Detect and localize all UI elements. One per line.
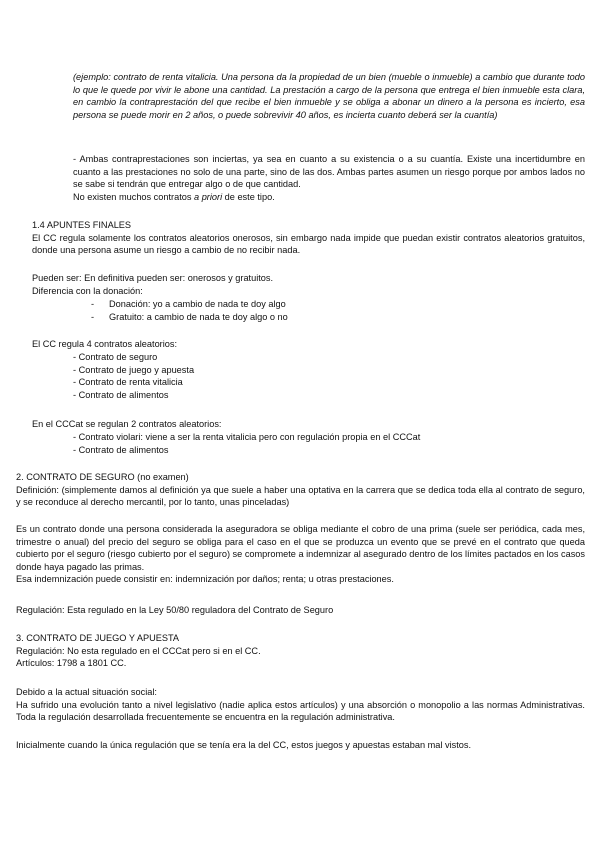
- list-item-text: Gratuito: a cambio de nada te doy algo o no: [109, 311, 288, 322]
- pueden-line: Pueden ser: En definitiva pueden ser: onerosos y gratuitos.: [32, 273, 274, 283]
- cc-list: [73, 351, 573, 401]
- donacion-list: [91, 298, 571, 323]
- list-item: [91, 311, 571, 324]
- es-un-block: [16, 523, 585, 586]
- cccat-list: [73, 431, 585, 456]
- ha-sufrido-paragraph: Ha sufrido una evolución tanto a nivel legislativo (nadie aplica estos artículos) y una absorción o monopolio a las normas Administrativas. Toda la regulación desarrollada frecuentemente se encuentra en la regulación administrativa.: [16, 699, 585, 723]
- ambas-text: - Ambas contraprestaciones son inciertas, ya sea en cuanto a su existencia o a su cuantía. Existe una incertidumbre en cuanto a las prestaciones no solo de una parte, sino de las dos. Ambas partes asumen un riesgo porque por ambos lados no se sabe si tendrán que entregar algo o de que cantidad.: [73, 154, 585, 190]
- list-item-text: Donación: yo a cambio de nada te doy algo: [109, 299, 286, 309]
- section-3: [16, 632, 585, 670]
- es-un-paragraph: Es un contrato donde una persona considerada la aseguradora se obliga mediante el cobro de una prima (suele ser periódica, cada mes, trimestre o anual) del precio del seguro se obliga para el caso en el que se produzca un evento que se prevé en el contrato que queda cubierto por el seguro (riesgo cubierto por el seguro) se compromete a indemnizar al asegurado dentro de los límites pactados en los casos donde haya pagado las primas.: [16, 524, 585, 572]
- diferencia-line: Diferencia con la donación:: [32, 285, 143, 296]
- no-existen-before: No existen muchos contratos: [73, 191, 195, 202]
- list-item: - Contrato de renta vitalicia: [73, 377, 183, 388]
- no-existen-line: [73, 191, 585, 204]
- section-3-title: 3. CONTRATO DE JUEGO Y APUESTA: [16, 633, 180, 643]
- a-priori-text: a priori: [194, 191, 223, 202]
- pueden-block: [32, 272, 585, 297]
- inicialmente-line: Inicialmente cuando la única regulación que se tenía era la del CC, estos juegos y apuestas estaban mal vistos.: [16, 740, 472, 750]
- no-existen-after: de este tipo.: [222, 191, 275, 202]
- example-paragraph: (ejemplo: contrato de renta vitalicia. Una persona da la propiedad de un bien (mueble o inmueble) a cambio que durante todo lo que le quede por vivir le abone una cantidad. La prestación a cargo de la persona que entrega el bien inmueble esta clara, en cambio la contraprestación del que recibe el bien inmueble y se obliga a abonar un dinero a la persona es incierto, esa persona se puede morir en 2 años, o puede sobrevivir 40 años, es incierta cuanto deberá ser la cuantía): [73, 72, 585, 120]
- debido-line: Debido a la actual situación social:: [16, 687, 157, 697]
- regulacion-seguro: Regulación: Esta regulado en la Ley 50/80 reguladora del Contrato de Seguro: [16, 605, 334, 615]
- list-item: - Contrato de seguro: [73, 352, 158, 362]
- definicion-paragraph: Definición: (simplemente damos al definición ya que suele a haber una optativa en la carrera que se dedica toda ella al contrato de seguro, y se reconduce al derecho mercantil, por lo tanto, unas pinceladas): [16, 484, 585, 508]
- debido-block: [16, 686, 585, 724]
- regulacion-juego: Regulación: No esta regulado en el CCCat pero si en el CC.: [16, 645, 261, 656]
- section-1-4-title: 1.4 APUNTES FINALES: [32, 220, 132, 230]
- bullet-mark: -: [91, 311, 95, 322]
- section-2: [16, 471, 585, 509]
- bullet-mark: -: [91, 299, 95, 309]
- list-item: - Contrato de alimentos: [73, 444, 169, 455]
- list-item: - Contrato violari: viene a ser la renta vitalicia pero con regulación propia en el CCCat: [73, 432, 421, 442]
- cccat-intro: En el CCCat se regulan 2 contratos aleatorios:: [32, 419, 222, 429]
- list-item: - Contrato de alimentos: [73, 389, 169, 400]
- indemnizacion-line: Esa indemnización puede consistir en: indemnización por daños; renta; u otras prestaciones.: [16, 574, 394, 585]
- cc-intro: El CC regula 4 contratos aleatorios:: [32, 339, 178, 349]
- articulos-line: Artículos: 1798 a 1801 CC.: [16, 658, 127, 669]
- list-item: - Contrato de juego y apuesta: [73, 364, 195, 375]
- ambas-paragraph: [73, 153, 585, 203]
- section-1-4: [32, 219, 585, 257]
- list-item: [91, 298, 571, 311]
- section-1-4-body: El CC regula solamente los contratos aleatorios onerosos, sin embargo nada impide que puedan existir contratos aleatorios gratuitos, donde una persona asume un riesgo a cambio de no recibir nada.: [32, 232, 585, 256]
- section-2-title: 2. CONTRATO DE SEGURO (no examen): [16, 472, 189, 482]
